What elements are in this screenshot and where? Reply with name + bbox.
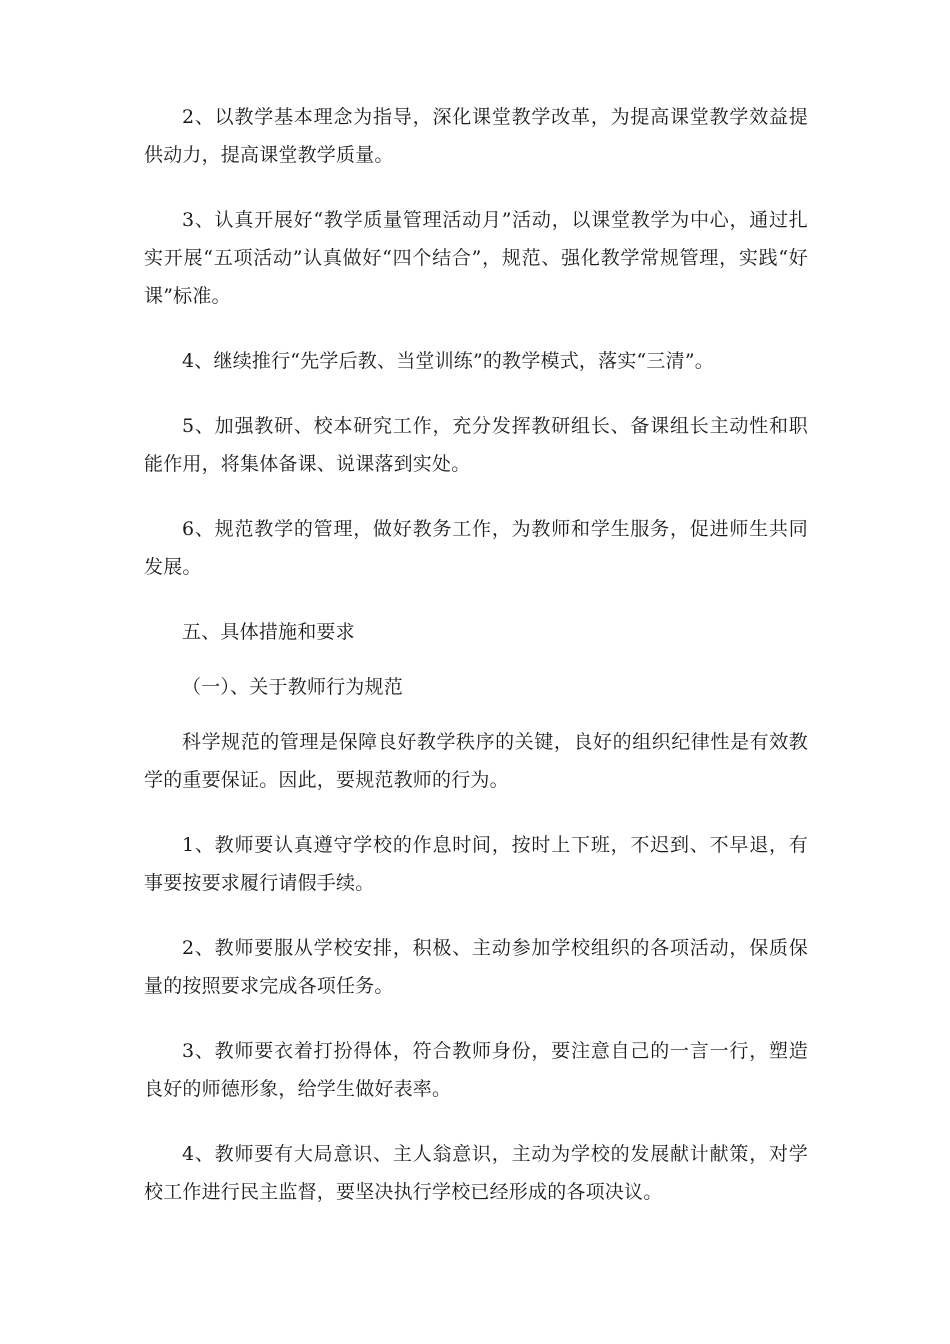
paragraph-rule-3: 3、教师要衣着打扮得体，符合教师身份，要注意自己的一言一行，塑造良好的师德形象，给学生做好表率。 bbox=[144, 1040, 808, 1100]
paragraph-goal-4: 4、继续推行“先学后教、当堂训练”的教学模式，落实“三清”。 bbox=[182, 350, 714, 372]
paragraph-rule-2: 2、教师要服从学校安排，积极、主动参加学校组织的各项活动，保质保量的按照要求完成各项任务。 bbox=[144, 937, 808, 997]
section-heading: 五、具体措施和要求 bbox=[182, 621, 355, 643]
paragraph-goal-3: 3、认真开展好“教学质量管理活动月”活动，以课堂教学为中心，通过扎实开展“五项活动”认真做好“四个结合”，规范、强化教学常规管理，实践“好课”标准。 bbox=[144, 209, 808, 307]
subsection-heading: （一）、关于教师行为规范 bbox=[182, 676, 403, 698]
paragraph-intro: 科学规范的管理是保障良好教学秩序的关键，良好的组织纪律性是有效教学的重要保证。因此，要规范教师的行为。 bbox=[144, 731, 808, 791]
paragraph-rule-1: 1、教师要认真遵守学校的作息时间，按时上下班，不迟到、不早退，有事要按要求履行请假手续。 bbox=[144, 834, 808, 894]
paragraph-goal-2: 2、以教学基本理念为指导，深化课堂教学改革，为提高课堂教学效益提供动力，提高课堂教学质量。 bbox=[144, 106, 808, 166]
paragraph-goal-6: 6、规范教学的管理，做好教务工作，为教师和学生服务，促进师生共同发展。 bbox=[144, 518, 808, 578]
paragraph-goal-5: 5、加强教研、校本研究工作，充分发挥教研组长、备课组长主动性和职能作用，将集体备课、说课落到实处。 bbox=[144, 415, 808, 475]
paragraph-rule-4: 4、教师要有大局意识、主人翁意识，主动为学校的发展献计献策，对学校工作进行民主监督，要坚决执行学校已经形成的各项决议。 bbox=[144, 1143, 808, 1203]
document-body bbox=[144, 98, 808, 1238]
